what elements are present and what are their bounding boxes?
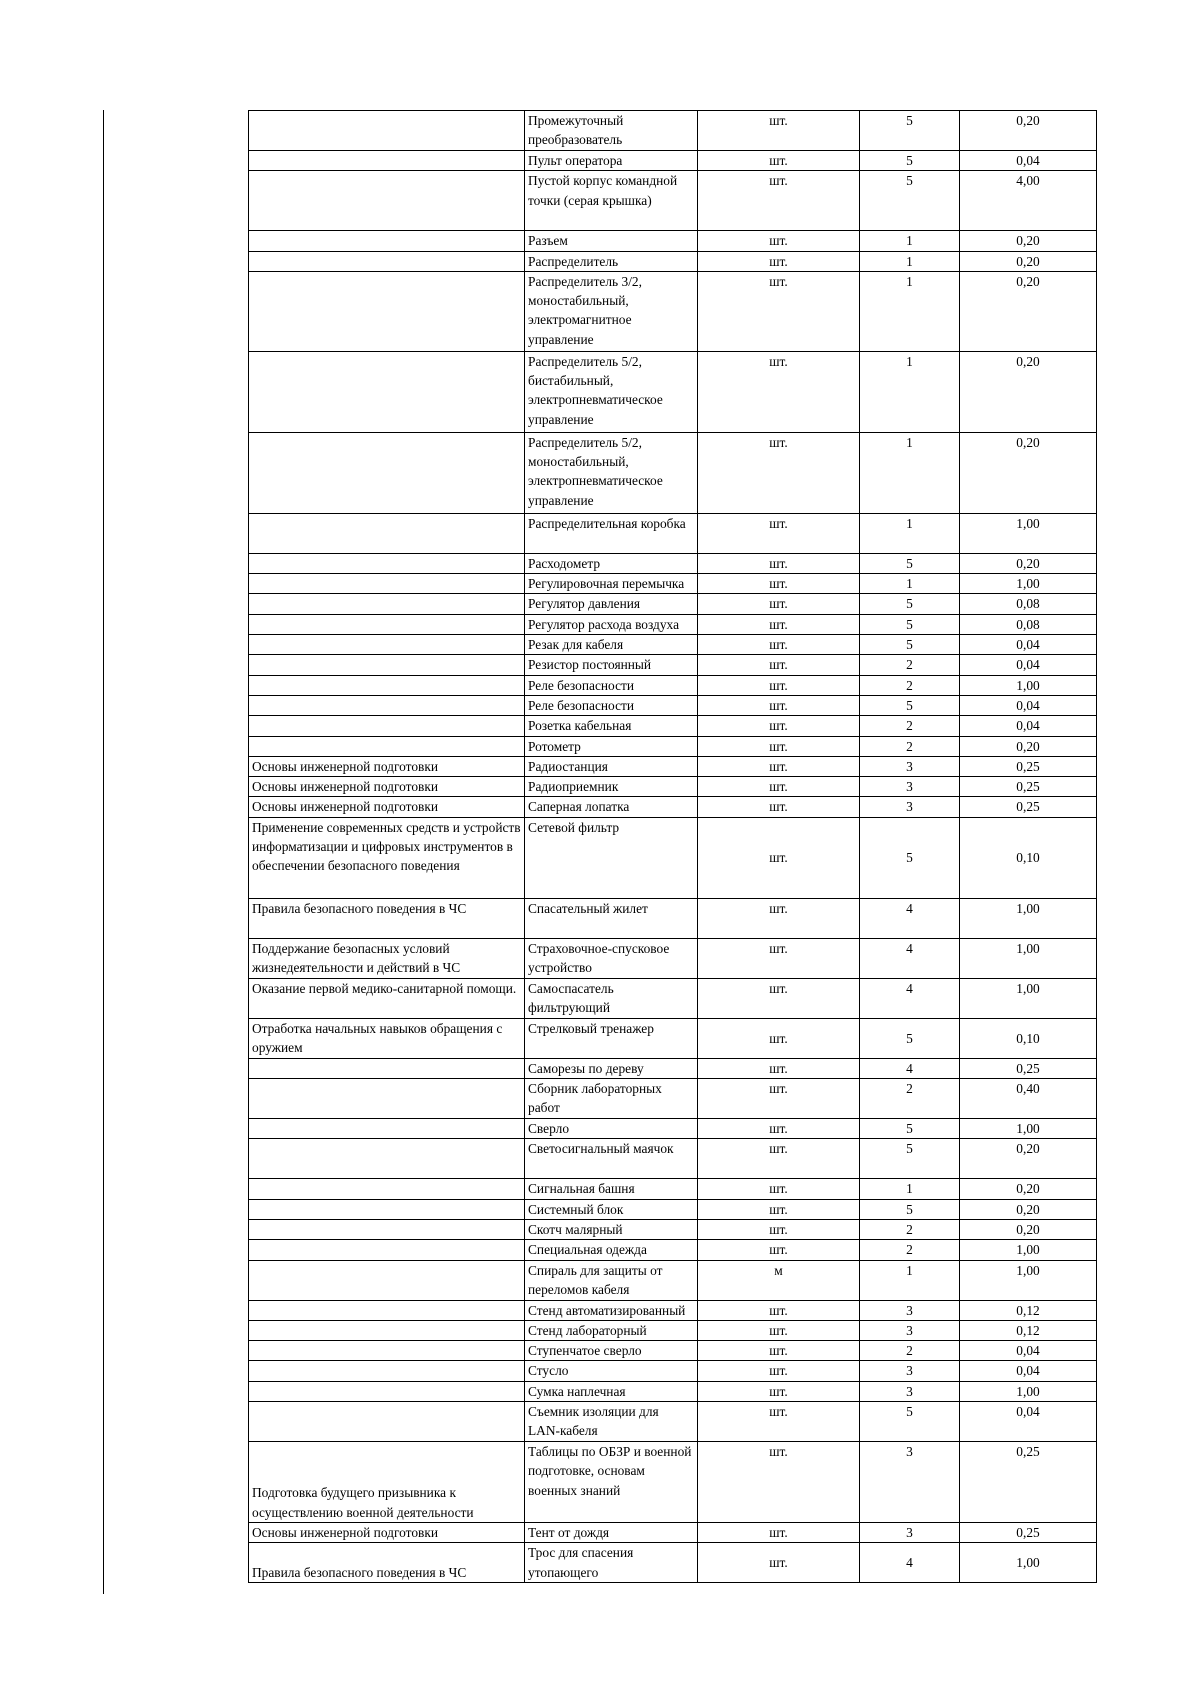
- unit-cell: шт.: [698, 1119, 860, 1139]
- value-cell: 0,12: [960, 1320, 1097, 1340]
- unit-cell: шт.: [698, 695, 860, 715]
- quantity-cell: 5: [860, 817, 960, 898]
- item-name-cell: Страховочное-спусковое устройство: [525, 938, 698, 978]
- table-row: [249, 1300, 1097, 1320]
- table-row: [249, 1139, 1097, 1179]
- quantity-cell: 3: [860, 1381, 960, 1401]
- value-cell: 0,20: [960, 1199, 1097, 1219]
- unit-cell: шт.: [698, 1300, 860, 1320]
- table-row: [249, 1442, 1097, 1523]
- item-name-cell: Резак для кабеля: [525, 635, 698, 655]
- topic-cell: [249, 1320, 525, 1340]
- value-cell: 0,20: [960, 1219, 1097, 1239]
- item-name-cell: Стрелковый тренажер: [525, 1018, 698, 1058]
- item-name-cell: Ступенчатое сверло: [525, 1341, 698, 1361]
- quantity-cell: 5: [860, 594, 960, 614]
- unit-cell: шт.: [698, 817, 860, 898]
- item-name-cell: Пульт оператора: [525, 151, 698, 171]
- table-row: [249, 777, 1097, 797]
- unit-cell: шт.: [698, 898, 860, 938]
- table-row: [249, 271, 1097, 351]
- topic-cell: [249, 635, 525, 655]
- value-cell: 0,04: [960, 1341, 1097, 1361]
- unit-cell: шт.: [698, 1442, 860, 1523]
- quantity-cell: 3: [860, 1361, 960, 1381]
- value-cell: 0,08: [960, 594, 1097, 614]
- quantity-cell: 4: [860, 1543, 960, 1583]
- table-row: [249, 1260, 1097, 1300]
- item-name-cell: Сигнальная башня: [525, 1179, 698, 1199]
- topic-cell: Правила безопасного поведения в ЧС: [249, 898, 525, 938]
- topic-cell: [249, 574, 525, 594]
- topic-cell: [249, 513, 525, 553]
- value-cell: 1,00: [960, 675, 1097, 695]
- unit-cell: шт.: [698, 978, 860, 1018]
- unit-cell: шт.: [698, 716, 860, 736]
- unit-cell: шт.: [698, 513, 860, 553]
- quantity-cell: 4: [860, 898, 960, 938]
- unit-cell: шт.: [698, 1320, 860, 1340]
- unit-cell: шт.: [698, 1381, 860, 1401]
- value-cell: 0,20: [960, 553, 1097, 573]
- value-cell: 1,00: [960, 513, 1097, 553]
- item-name-cell: Распределитель 3/2, моностабильный, электромагнитное управление: [525, 271, 698, 351]
- item-name-cell: Скотч малярный: [525, 1219, 698, 1239]
- item-name-cell: Стенд автоматизированный: [525, 1300, 698, 1320]
- item-name-cell: Регулятор расхода воздуха: [525, 614, 698, 634]
- topic-cell: Правила безопасного поведения в ЧС: [249, 1543, 525, 1583]
- quantity-cell: 3: [860, 777, 960, 797]
- topic-cell: [249, 1079, 525, 1119]
- table-row: [249, 655, 1097, 675]
- topic-cell: [249, 1361, 525, 1381]
- unit-cell: шт.: [698, 553, 860, 573]
- value-cell: 0,25: [960, 777, 1097, 797]
- item-name-cell: Разъем: [525, 231, 698, 251]
- topic-cell: Основы инженерной подготовки: [249, 1523, 525, 1543]
- table-row: [249, 817, 1097, 898]
- topic-cell: [249, 1402, 525, 1442]
- quantity-cell: 5: [860, 1199, 960, 1219]
- topic-cell: [249, 351, 525, 432]
- table-row: [249, 1179, 1097, 1199]
- value-cell: 1,00: [960, 978, 1097, 1018]
- value-cell: 1,00: [960, 1260, 1097, 1300]
- topic-cell: [249, 1240, 525, 1260]
- table-row: [249, 1523, 1097, 1543]
- unit-cell: шт.: [698, 1341, 860, 1361]
- value-cell: 0,20: [960, 1179, 1097, 1199]
- unit-cell: шт.: [698, 151, 860, 171]
- unit-cell: шт.: [698, 675, 860, 695]
- quantity-cell: 1: [860, 432, 960, 513]
- table-row: [249, 1119, 1097, 1139]
- quantity-cell: 5: [860, 635, 960, 655]
- item-name-cell: Расходометр: [525, 553, 698, 573]
- topic-cell: Применение современных средств и устройств информатизации и цифровых инструментов в обеспечении безопасного поведения: [249, 817, 525, 898]
- item-name-cell: Трос для спасения утопающего: [525, 1543, 698, 1583]
- topic-cell: [249, 695, 525, 715]
- value-cell: 0,40: [960, 1079, 1097, 1119]
- unit-cell: шт.: [698, 1361, 860, 1381]
- table-row: [249, 1361, 1097, 1381]
- unit-cell: шт.: [698, 1018, 860, 1058]
- item-name-cell: Розетка кабельная: [525, 716, 698, 736]
- item-name-cell: Распределитель: [525, 251, 698, 271]
- quantity-cell: 3: [860, 1300, 960, 1320]
- quantity-cell: 1: [860, 271, 960, 351]
- topic-cell: [249, 1119, 525, 1139]
- value-cell: 0,20: [960, 271, 1097, 351]
- unit-cell: шт.: [698, 938, 860, 978]
- quantity-cell: 5: [860, 1139, 960, 1179]
- topic-cell: [249, 1381, 525, 1401]
- topic-cell: [249, 716, 525, 736]
- unit-cell: шт.: [698, 1058, 860, 1078]
- unit-cell: шт.: [698, 1240, 860, 1260]
- value-cell: 0,04: [960, 151, 1097, 171]
- unit-cell: шт.: [698, 171, 860, 231]
- value-cell: 0,20: [960, 432, 1097, 513]
- table-row: [249, 594, 1097, 614]
- value-cell: 0,04: [960, 635, 1097, 655]
- value-cell: 0,25: [960, 797, 1097, 817]
- table-row: [249, 351, 1097, 432]
- unit-cell: шт.: [698, 1219, 860, 1239]
- item-name-cell: Сумка наплечная: [525, 1381, 698, 1401]
- unit-cell: шт.: [698, 1543, 860, 1583]
- topic-cell: [249, 553, 525, 573]
- table-row: [249, 756, 1097, 776]
- topic-cell: Основы инженерной подготовки: [249, 797, 525, 817]
- unit-cell: шт.: [698, 777, 860, 797]
- unit-cell: шт.: [698, 1199, 860, 1219]
- value-cell: 0,04: [960, 695, 1097, 715]
- topic-cell: Отработка начальных навыков обращения с оружием: [249, 1018, 525, 1058]
- value-cell: 1,00: [960, 898, 1097, 938]
- table-row: [249, 151, 1097, 171]
- value-cell: 0,20: [960, 111, 1097, 151]
- quantity-cell: 4: [860, 1058, 960, 1078]
- unit-cell: шт.: [698, 432, 860, 513]
- value-cell: 1,00: [960, 1240, 1097, 1260]
- value-cell: 0,04: [960, 716, 1097, 736]
- table-row: [249, 1341, 1097, 1361]
- quantity-cell: 1: [860, 1179, 960, 1199]
- item-name-cell: Саперная лопатка: [525, 797, 698, 817]
- item-name-cell: Самоспасатель фильтрующий: [525, 978, 698, 1018]
- item-name-cell: Системный блок: [525, 1199, 698, 1219]
- item-name-cell: Распределительная коробка: [525, 513, 698, 553]
- topic-cell: [249, 111, 525, 151]
- topic-cell: [249, 1219, 525, 1239]
- value-cell: 0,20: [960, 231, 1097, 251]
- quantity-cell: 2: [860, 1079, 960, 1119]
- unit-cell: шт.: [698, 736, 860, 756]
- topic-cell: [249, 171, 525, 231]
- table-row: [249, 251, 1097, 271]
- table-row: [249, 231, 1097, 251]
- value-cell: 0,20: [960, 351, 1097, 432]
- table-row: [249, 1402, 1097, 1442]
- value-cell: 0,25: [960, 1058, 1097, 1078]
- item-name-cell: Сетевой фильтр: [525, 817, 698, 898]
- value-cell: 1,00: [960, 1543, 1097, 1583]
- quantity-cell: 5: [860, 111, 960, 151]
- value-cell: 0,04: [960, 1361, 1097, 1381]
- table-row: [249, 1219, 1097, 1239]
- unit-cell: шт.: [698, 231, 860, 251]
- unit-cell: шт.: [698, 111, 860, 151]
- table-row: [249, 1381, 1097, 1401]
- item-name-cell: Радиостанция: [525, 756, 698, 776]
- item-name-cell: Радиоприемник: [525, 777, 698, 797]
- unit-cell: шт.: [698, 1179, 860, 1199]
- item-name-cell: Спираль для защиты от переломов кабеля: [525, 1260, 698, 1300]
- equipment-table: [248, 110, 1097, 1583]
- table-row: [249, 574, 1097, 594]
- table-row: [249, 736, 1097, 756]
- topic-cell: [249, 231, 525, 251]
- item-name-cell: Регулировочная перемычка: [525, 574, 698, 594]
- value-cell: 0,04: [960, 1402, 1097, 1442]
- unit-cell: шт.: [698, 251, 860, 271]
- item-name-cell: Промежуточный преобразователь: [525, 111, 698, 151]
- topic-cell: [249, 1300, 525, 1320]
- unit-cell: шт.: [698, 271, 860, 351]
- table-row: [249, 1079, 1097, 1119]
- topic-cell: Основы инженерной подготовки: [249, 756, 525, 776]
- quantity-cell: 3: [860, 1320, 960, 1340]
- value-cell: 1,00: [960, 1381, 1097, 1401]
- unit-cell: шт.: [698, 594, 860, 614]
- table-row: [249, 695, 1097, 715]
- quantity-cell: 1: [860, 251, 960, 271]
- quantity-cell: 5: [860, 614, 960, 634]
- topic-cell: [249, 736, 525, 756]
- quantity-cell: 1: [860, 231, 960, 251]
- item-name-cell: Ротометр: [525, 736, 698, 756]
- value-cell: 0,20: [960, 1139, 1097, 1179]
- item-name-cell: Пустой корпус командной точки (серая крышка): [525, 171, 698, 231]
- quantity-cell: 3: [860, 1442, 960, 1523]
- topic-cell: Основы инженерной подготовки: [249, 777, 525, 797]
- item-name-cell: Сверло: [525, 1119, 698, 1139]
- table-row: [249, 898, 1097, 938]
- item-name-cell: Светосигнальный маячок: [525, 1139, 698, 1179]
- unit-cell: шт.: [698, 756, 860, 776]
- quantity-cell: 2: [860, 736, 960, 756]
- table-row: [249, 1320, 1097, 1340]
- topic-cell: [249, 1341, 525, 1361]
- unit-cell: шт.: [698, 635, 860, 655]
- table-row: [249, 171, 1097, 231]
- quantity-cell: 1: [860, 574, 960, 594]
- unit-cell: шт.: [698, 797, 860, 817]
- value-cell: 0,10: [960, 817, 1097, 898]
- item-name-cell: Тент от дождя: [525, 1523, 698, 1543]
- value-cell: 0,25: [960, 1442, 1097, 1523]
- value-cell: 1,00: [960, 938, 1097, 978]
- value-cell: 0,08: [960, 614, 1097, 634]
- topic-cell: [249, 432, 525, 513]
- value-cell: 0,20: [960, 736, 1097, 756]
- item-name-cell: Резистор постоянный: [525, 655, 698, 675]
- topic-cell: Поддержание безопасных условий жизнедеятельности и действий в ЧС: [249, 938, 525, 978]
- unit-cell: шт.: [698, 574, 860, 594]
- table-row: [249, 614, 1097, 634]
- topic-cell: [249, 271, 525, 351]
- value-cell: 1,00: [960, 1119, 1097, 1139]
- topic-cell: [249, 1260, 525, 1300]
- quantity-cell: 1: [860, 1260, 960, 1300]
- topic-cell: [249, 151, 525, 171]
- table-row: [249, 1018, 1097, 1058]
- quantity-cell: 1: [860, 513, 960, 553]
- equipment-table-body: [249, 111, 1097, 1583]
- table-row: [249, 938, 1097, 978]
- topic-cell: [249, 1139, 525, 1179]
- value-cell: 0,25: [960, 1523, 1097, 1543]
- table-row: [249, 432, 1097, 513]
- table-row: [249, 978, 1097, 1018]
- quantity-cell: 2: [860, 1341, 960, 1361]
- unit-cell: шт.: [698, 614, 860, 634]
- quantity-cell: 5: [860, 1018, 960, 1058]
- topic-cell: [249, 1179, 525, 1199]
- item-name-cell: Специальная одежда: [525, 1240, 698, 1260]
- item-name-cell: Распределитель 5/2, моностабильный, электропневматическое управление: [525, 432, 698, 513]
- quantity-cell: 5: [860, 695, 960, 715]
- unit-cell: шт.: [698, 1139, 860, 1179]
- quantity-cell: 4: [860, 938, 960, 978]
- table-row: [249, 1058, 1097, 1078]
- value-cell: 0,10: [960, 1018, 1097, 1058]
- topic-cell: [249, 594, 525, 614]
- unit-cell: шт.: [698, 655, 860, 675]
- quantity-cell: 5: [860, 1119, 960, 1139]
- quantity-cell: 1: [860, 351, 960, 432]
- quantity-cell: 4: [860, 978, 960, 1018]
- quantity-cell: 2: [860, 1219, 960, 1239]
- quantity-cell: 5: [860, 1402, 960, 1442]
- topic-cell: Подготовка будущего призывника к осуществлению военной деятельности: [249, 1442, 525, 1523]
- unit-cell: шт.: [698, 1402, 860, 1442]
- item-name-cell: Сборник лабораторных работ: [525, 1079, 698, 1119]
- topic-cell: [249, 675, 525, 695]
- table-row: [249, 513, 1097, 553]
- quantity-cell: 5: [860, 151, 960, 171]
- item-name-cell: Съемник изоляции для LAN-кабеля: [525, 1402, 698, 1442]
- value-cell: 0,25: [960, 756, 1097, 776]
- topic-cell: [249, 1199, 525, 1219]
- value-cell: 0,12: [960, 1300, 1097, 1320]
- table-row: [249, 111, 1097, 151]
- quantity-cell: 3: [860, 756, 960, 776]
- topic-cell: [249, 1058, 525, 1078]
- unit-cell: м: [698, 1260, 860, 1300]
- table-row: [249, 1240, 1097, 1260]
- value-cell: 0,04: [960, 655, 1097, 675]
- unit-cell: шт.: [698, 351, 860, 432]
- item-name-cell: Стенд лабораторный: [525, 1320, 698, 1340]
- value-cell: 4,00: [960, 171, 1097, 231]
- unit-cell: шт.: [698, 1523, 860, 1543]
- table-row: [249, 675, 1097, 695]
- item-name-cell: Стусло: [525, 1361, 698, 1381]
- item-name-cell: Регулятор давления: [525, 594, 698, 614]
- topic-cell: [249, 614, 525, 634]
- item-name-cell: Спасательный жилет: [525, 898, 698, 938]
- topic-cell: [249, 251, 525, 271]
- topic-cell: Оказание первой медико-санитарной помощи.: [249, 978, 525, 1018]
- item-name-cell: Таблицы по ОБЗР и военной подготовке, основам военных знаний: [525, 1442, 698, 1523]
- quantity-cell: 3: [860, 797, 960, 817]
- page-left-border: [103, 110, 104, 1594]
- topic-cell: [249, 655, 525, 675]
- quantity-cell: 5: [860, 171, 960, 231]
- unit-cell: шт.: [698, 1079, 860, 1119]
- table-row: [249, 553, 1097, 573]
- table-row: [249, 797, 1097, 817]
- quantity-cell: 2: [860, 716, 960, 736]
- quantity-cell: 2: [860, 675, 960, 695]
- table-row: [249, 1199, 1097, 1219]
- value-cell: 1,00: [960, 574, 1097, 594]
- table-row: [249, 1543, 1097, 1583]
- item-name-cell: Реле безопасности: [525, 695, 698, 715]
- quantity-cell: 5: [860, 553, 960, 573]
- table-row: [249, 716, 1097, 736]
- item-name-cell: Распределитель 5/2, бистабильный, электропневматическое управление: [525, 351, 698, 432]
- quantity-cell: 3: [860, 1523, 960, 1543]
- item-name-cell: Реле безопасности: [525, 675, 698, 695]
- quantity-cell: 2: [860, 1240, 960, 1260]
- item-name-cell: Саморезы по дереву: [525, 1058, 698, 1078]
- table-row: [249, 635, 1097, 655]
- value-cell: 0,20: [960, 251, 1097, 271]
- quantity-cell: 2: [860, 655, 960, 675]
